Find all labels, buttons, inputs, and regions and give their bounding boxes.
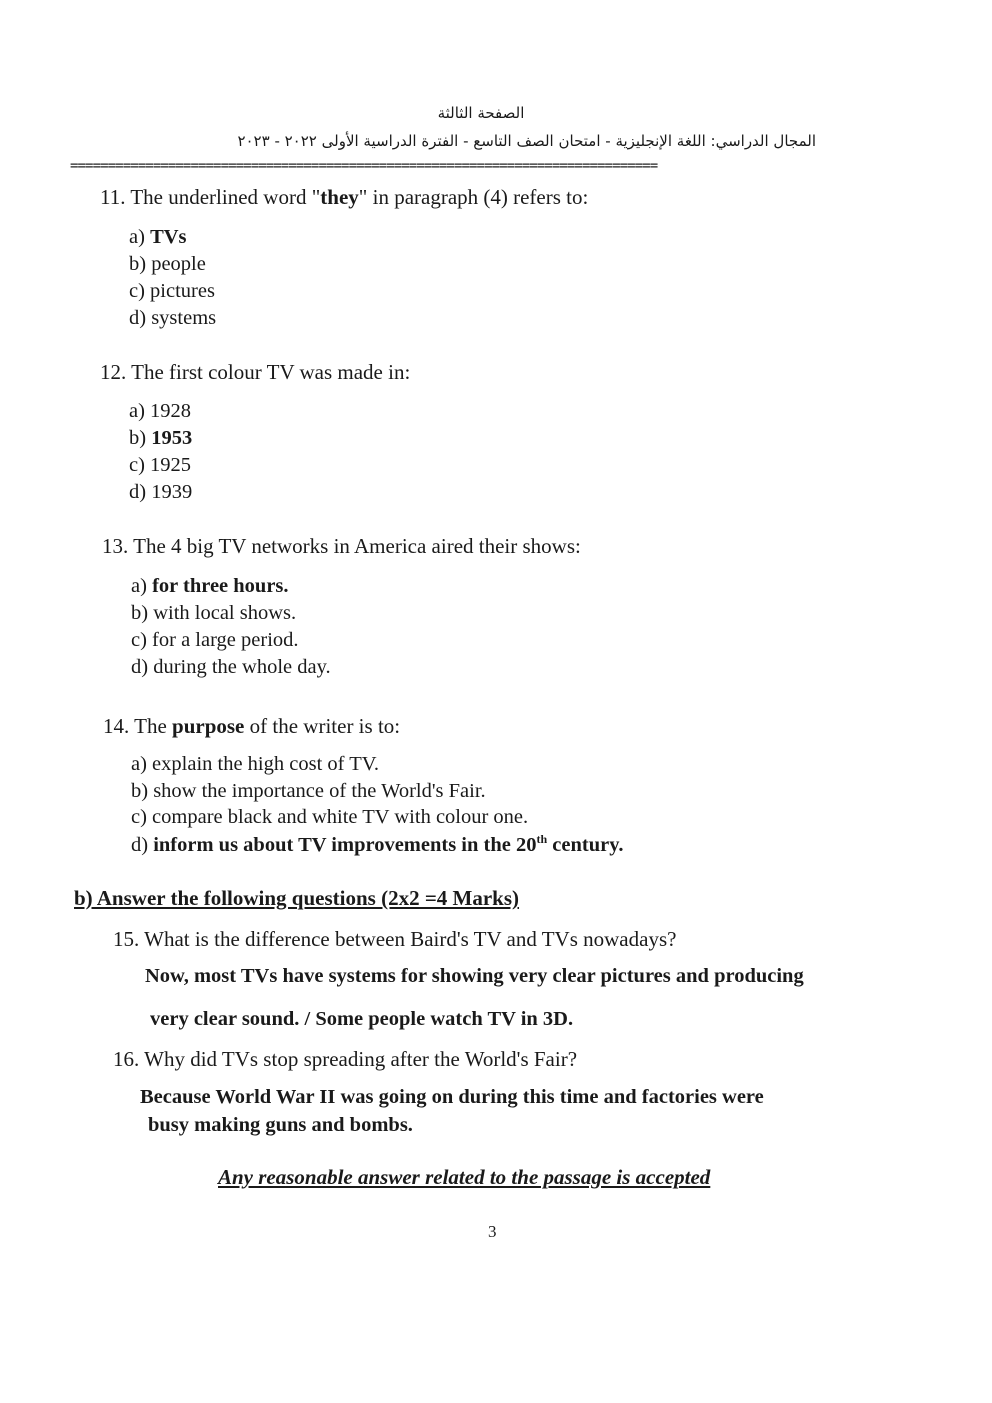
q14-option-d [131,832,623,857]
question-11-prefix: 11. The underlined word " [100,185,321,209]
grading-note: Any reasonable answer related to the passage is accepted [218,1165,711,1189]
header-divider: ============================================================================== [70,158,658,174]
exam-header-line: المجال الدراسي: اللغة الإنجليزية - امتحان الصف التاسع - الفترة الدراسية الأولى ٢٠٢٢ - ٢٠٢٣ [237,132,816,150]
question-11-keyword: they [320,185,359,209]
question-14-suffix: of the writer is to: [244,714,401,738]
q14-option-c: c) compare black and white TV with colour one. [131,806,529,828]
q13-answer: for three hours. [152,575,289,597]
question-14-prefix: 14. The [103,714,173,738]
q16-answer-line-1: Because World War II was going on during this time and factories were [140,1086,764,1108]
q11-answer: TVs [150,226,187,248]
q11-option-c: c) pictures [129,280,215,302]
question-14 [103,714,400,739]
q14-answer-superscript: th [536,832,548,846]
q11-option-b: b) people [129,253,206,275]
q12-answer: 1953 [151,427,193,449]
q14-answer [153,834,623,856]
q14-answer-main: inform us about TV improvements in the 20 [153,833,537,856]
page-label: الصفحة الثالثة [437,104,525,122]
q16-answer-line-2: busy making guns and bombs. [148,1114,413,1136]
question-15: 15. What is the difference between Baird's TV and TVs nowadays? [113,927,677,951]
q11-option-a [129,226,187,249]
q15-answer-line-1: Now, most TVs have systems for showing very clear pictures and producing [145,965,804,987]
question-16: 16. Why did TVs stop spreading after the World's Fair? [113,1047,578,1071]
q11-option-d: d) systems [129,307,217,329]
question-11 [100,185,588,210]
q11-option-a-label: a) [129,226,151,248]
question-13: 13. The 4 big TV networks in America aired their shows: [102,534,581,558]
q14-option-a: a) explain the high cost of TV. [131,753,380,775]
section-b-title: b) Answer the following questions (2x2 =4 Marks) [74,886,520,910]
q12-option-b-label: b) [129,427,152,449]
page-number: 3 [488,1222,497,1241]
q13-option-c: c) for a large period. [131,629,299,651]
q12-option-c: c) 1925 [129,454,192,476]
q13-option-a [131,575,289,598]
q14-option-b: b) show the importance of the World's Fair. [131,780,486,802]
q12-option-b [129,427,192,450]
q12-option-a: a) 1928 [129,400,192,422]
q14-answer-end: century. [547,833,624,856]
q12-option-d: d) 1939 [129,481,193,503]
question-14-keyword: purpose [172,714,245,738]
question-11-suffix: " in paragraph (4) refers to: [358,185,589,209]
q14-option-d-label: d) [131,833,154,856]
q13-option-d: d) during the whole day. [131,656,331,678]
q15-answer-line-2: very clear sound. / Some people watch TV in 3D. [150,1008,574,1030]
question-12: 12. The first colour TV was made in: [100,360,411,384]
q13-option-a-label: a) [131,575,153,597]
q13-option-b: b) with local shows. [131,602,297,624]
